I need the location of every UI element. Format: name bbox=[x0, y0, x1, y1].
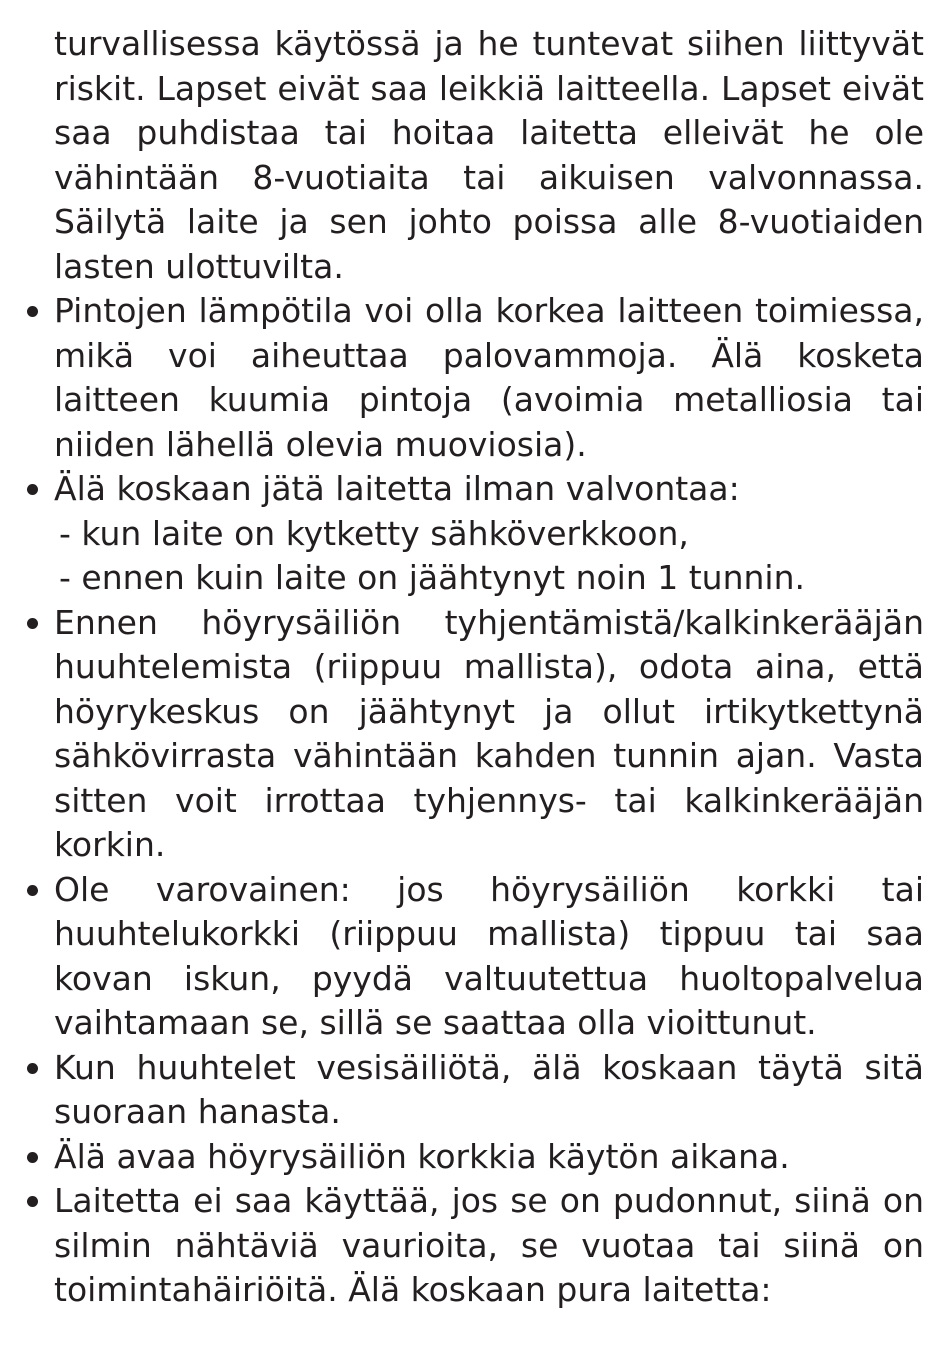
bullet-icon bbox=[27, 1196, 38, 1207]
intro-paragraph: turvallisessa käytössä ja he tuntevat siihen liittyvät riskit. Lapset eivät saa leikkiä laitteella. Lapset eivät saa puhdistaa tai hoitaa laitetta elleivät he ole vähintään 8-vuotiaita tai aikuisen valvonnassa. Säilytä laite ja sen johto poissa alle 8-vuotiaiden lasten ulottuvilta. bbox=[54, 24, 924, 286]
bullet-icon bbox=[27, 618, 38, 629]
list-item bbox=[54, 1046, 924, 1135]
bullet-icon bbox=[27, 484, 38, 495]
list-item-text: Ennen höyrysäiliön tyhjentämistä/kalkinkerääjän huuhtelemista (riippuu mallista), odota aina, että höyrykeskus on jäähtynyt ja ollut irtikytkettynä sähkövirrasta vähintään kahden tunnin ajan. Vasta sitten voit irrottaa tyhjennys- tai kalkinkerääjän korkin. bbox=[54, 602, 924, 864]
list-item bbox=[54, 868, 924, 1046]
list-item-text: Kun huuhtelet vesisäiliötä, älä koskaan täytä sitä suoraan hanasta. bbox=[54, 1047, 924, 1131]
list-item bbox=[54, 467, 924, 601]
list-item bbox=[54, 289, 924, 467]
list-item-text: Pintojen lämpötila voi olla korkea laitteen toimiessa, mikä voi aiheuttaa palovammoja. Älä kosketa laitteen kuumia pintoja (avoimia metalliosia tai niiden lähellä olevia muoviosia). bbox=[54, 291, 924, 464]
list-item-text: Älä koskaan jätä laitetta ilman valvontaa: bbox=[54, 469, 740, 508]
sub-list-item: - ennen kuin laite on jäähtynyt noin 1 tunnin. bbox=[59, 558, 805, 597]
sub-list-item: - kun laite on kytketty sähköverkkoon, bbox=[59, 513, 689, 553]
list-item bbox=[54, 1179, 924, 1313]
bullet-icon bbox=[27, 885, 38, 896]
bullet-icon bbox=[27, 1063, 38, 1074]
list-item bbox=[54, 601, 924, 868]
list-item-text: Ole varovainen: jos höyrysäiliön korkki tai huuhtelukorkki (riippuu mallista) tippuu tai saa kovan iskun, pyydä valtuutettua huoltopalvelua vaihtamaan se, sillä se saattaa olla vioittunut. bbox=[54, 869, 924, 1042]
list-item-text: Laitetta ei saa käyttää, jos se on pudonnut, siinä on silmin nähtäviä vaurioita, se vuotaa tai siinä on toimintahäiriöitä. Älä koskaan pura laitetta: bbox=[54, 1181, 924, 1309]
list-item-text: Älä avaa höyrysäiliön korkkia käytön aikana. bbox=[54, 1136, 790, 1176]
list-item bbox=[54, 1135, 924, 1180]
bullet-icon bbox=[27, 306, 38, 317]
bullet-icon bbox=[27, 1152, 38, 1163]
